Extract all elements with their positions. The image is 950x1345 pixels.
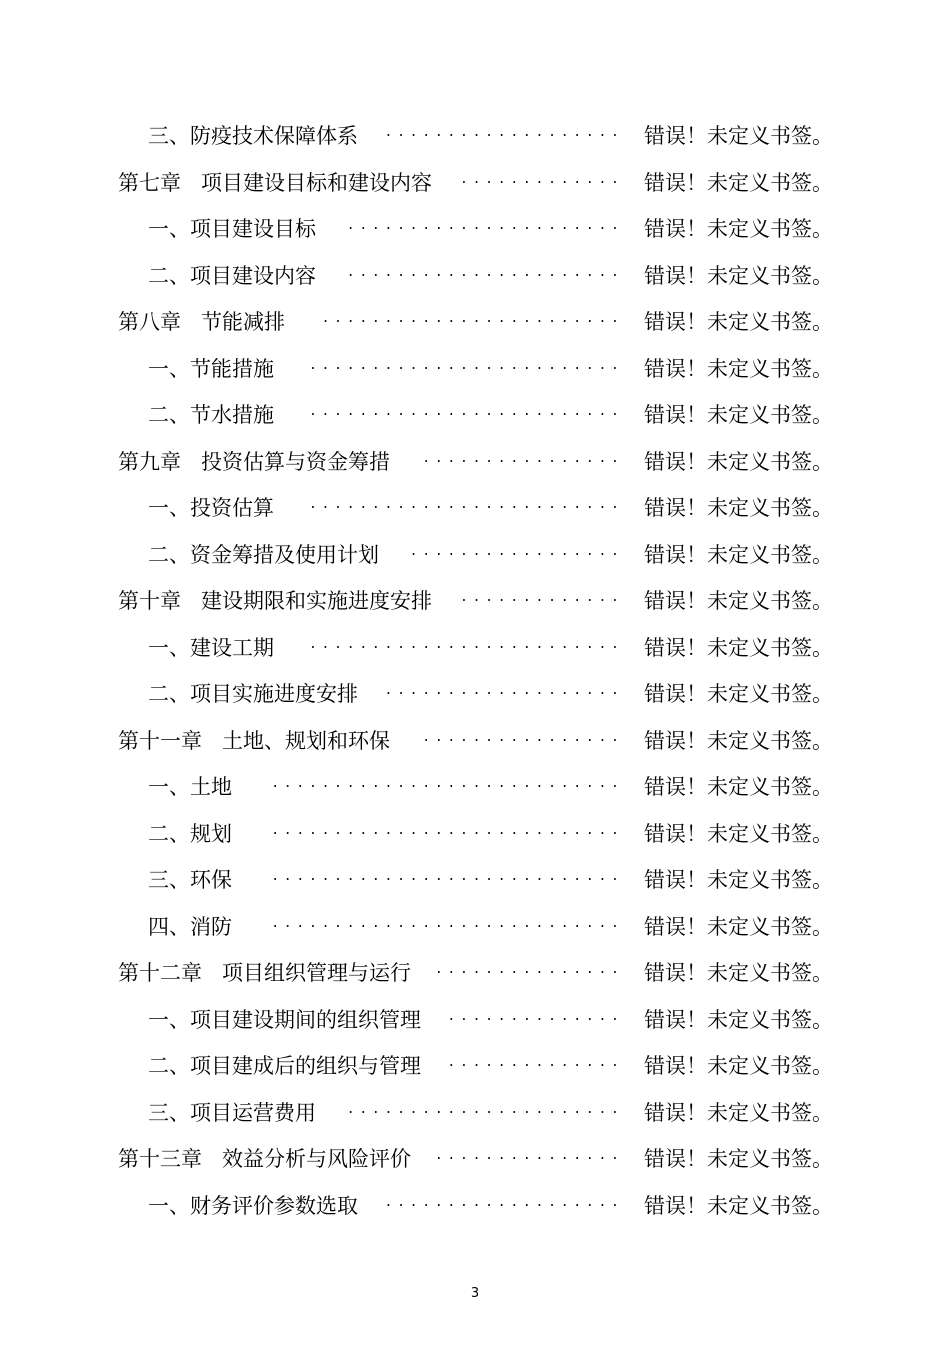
toc-dot-leader: ··················· <box>385 125 625 145</box>
toc-entry-title <box>118 1143 411 1173</box>
toc-entry-text: 建设期限和实施进度安排 <box>201 589 432 614</box>
toc-section-entry[interactable] <box>0 1182 950 1229</box>
toc-dot-leader: ························ <box>322 311 625 331</box>
toc-page-reference: 错误！未定义书签。 <box>644 961 833 986</box>
toc-entry-number: 一、 <box>148 356 190 381</box>
toc-entry-number: 三、 <box>148 1100 190 1125</box>
toc-page-reference: 错误！未定义书签。 <box>644 635 833 660</box>
toc-section-entry[interactable] <box>0 763 950 810</box>
toc-dot-leader: ···························· <box>272 776 625 796</box>
toc-entry-number: 第七章 <box>118 170 181 195</box>
toc-entry-text: 建设工期 <box>190 635 274 660</box>
toc-dot-leader: ··················· <box>385 683 625 703</box>
toc-entry-text: 节能减排 <box>201 310 285 335</box>
toc-entry-number: 一、 <box>148 1193 190 1218</box>
toc-chapter-entry[interactable] <box>0 298 950 345</box>
toc-entry-title <box>148 771 232 801</box>
toc-entry-title <box>118 306 285 336</box>
toc-section-entry[interactable] <box>0 484 950 531</box>
toc-page-reference: 错误！未定义书签。 <box>644 1100 833 1125</box>
toc-entry-title <box>148 1190 358 1220</box>
toc-dot-leader: ························· <box>310 358 625 378</box>
toc-entry-number: 第九章 <box>118 449 181 474</box>
toc-entry-number: 第十章 <box>118 589 181 614</box>
toc-page-reference: 错误！未定义书签。 <box>644 1054 833 1079</box>
toc-entry-title <box>148 864 232 894</box>
toc-entry-number: 三、 <box>148 124 190 149</box>
toc-entry-title <box>148 911 232 941</box>
toc-entry-title <box>148 1004 421 1034</box>
toc-dot-leader: ················ <box>423 451 625 471</box>
toc-chapter-entry[interactable] <box>0 1135 950 1182</box>
toc-chapter-entry[interactable] <box>0 717 950 764</box>
toc-dot-leader: ··················· <box>385 1195 625 1215</box>
toc-dot-leader: ···························· <box>272 916 625 936</box>
toc-section-entry[interactable] <box>0 252 950 299</box>
toc-entry-number: 一、 <box>148 496 190 521</box>
toc-entry-text: 项目建成后的组织与管理 <box>190 1054 421 1079</box>
toc-page-reference: 错误！未定义书签。 <box>644 821 833 846</box>
toc-entry-title <box>148 539 379 569</box>
toc-chapter-entry[interactable] <box>0 438 950 485</box>
toc-entry-text: 财务评价参数选取 <box>190 1193 358 1218</box>
toc-entry-text: 项目建设目标 <box>190 217 316 242</box>
toc-page-reference: 错误！未定义书签。 <box>644 263 833 288</box>
toc-section-entry[interactable] <box>0 1089 950 1136</box>
toc-entry-title <box>148 120 358 150</box>
toc-chapter-entry[interactable] <box>0 159 950 206</box>
toc-entry-number: 三、 <box>148 868 190 893</box>
toc-section-entry[interactable] <box>0 112 950 159</box>
toc-entry-number: 一、 <box>148 775 190 800</box>
toc-dot-leader: ······················ <box>348 1102 625 1122</box>
toc-entry-text: 项目建设目标和建设内容 <box>201 170 432 195</box>
toc-entry-title <box>148 260 316 290</box>
toc-dot-leader: ···························· <box>272 869 625 889</box>
toc-entry-title <box>148 399 274 429</box>
toc-page-reference: 错误！未定义书签。 <box>644 682 833 707</box>
toc-section-entry[interactable] <box>0 903 950 950</box>
toc-entry-number: 一、 <box>148 217 190 242</box>
toc-section-entry[interactable] <box>0 391 950 438</box>
toc-page-reference: 错误！未定义书签。 <box>644 449 833 474</box>
toc-page-reference: 错误！未定义书签。 <box>644 170 833 195</box>
toc-entry-title <box>148 353 274 383</box>
toc-entry-number: 二、 <box>148 542 190 567</box>
toc-chapter-entry[interactable] <box>0 577 950 624</box>
toc-entry-text: 土地、规划和环保 <box>222 728 390 753</box>
toc-dot-leader: ················ <box>423 730 625 750</box>
table-of-contents <box>0 112 950 1228</box>
toc-page-reference: 错误！未定义书签。 <box>644 589 833 614</box>
toc-entry-title <box>148 818 232 848</box>
toc-dot-leader: ·············· <box>448 1055 625 1075</box>
toc-entry-text: 项目运营费用 <box>190 1100 316 1125</box>
toc-entry-text: 环保 <box>190 868 232 893</box>
page-number: 3 <box>470 1286 480 1301</box>
toc-entry-text: 规划 <box>190 821 232 846</box>
toc-entry-text: 项目建设内容 <box>190 263 316 288</box>
toc-dot-leader: ······················ <box>348 218 625 238</box>
toc-page-reference: 错误！未定义书签。 <box>644 542 833 567</box>
toc-entry-title <box>148 213 316 243</box>
toc-page-reference: 错误！未定义书签。 <box>644 1007 833 1032</box>
toc-dot-leader: ············· <box>461 590 625 610</box>
toc-entry-text: 土地 <box>190 775 232 800</box>
toc-entry-title <box>148 492 274 522</box>
toc-entry-text: 项目组织管理与运行 <box>222 961 411 986</box>
toc-entry-number: 二、 <box>148 263 190 288</box>
toc-section-entry[interactable] <box>0 810 950 857</box>
toc-entry-title <box>118 446 390 476</box>
toc-entry-text: 防疫技术保障体系 <box>190 124 358 149</box>
toc-entry-number: 二、 <box>148 1054 190 1079</box>
toc-section-entry[interactable] <box>0 996 950 1043</box>
toc-dot-leader: ························· <box>310 497 625 517</box>
toc-entry-title <box>118 585 432 615</box>
toc-entry-text: 项目实施进度安排 <box>190 682 358 707</box>
toc-chapter-entry[interactable] <box>0 949 950 996</box>
toc-page-reference: 错误！未定义书签。 <box>644 217 833 242</box>
toc-page-reference: 错误！未定义书签。 <box>644 124 833 149</box>
toc-page-reference: 错误！未定义书签。 <box>644 1193 833 1218</box>
toc-section-entry[interactable] <box>0 205 950 252</box>
toc-section-entry[interactable] <box>0 670 950 717</box>
toc-entry-number: 第十三章 <box>118 1147 202 1172</box>
toc-entry-number: 一、 <box>148 635 190 660</box>
toc-page-reference: 错误！未定义书签。 <box>644 1147 833 1172</box>
toc-entry-text: 消防 <box>190 914 232 939</box>
toc-section-entry[interactable] <box>0 624 950 671</box>
toc-entry-title <box>118 957 411 987</box>
toc-entry-title <box>118 725 390 755</box>
toc-dot-leader: ··············· <box>436 962 625 982</box>
toc-dot-leader: ···························· <box>272 823 625 843</box>
toc-dot-leader: ············· <box>461 172 625 192</box>
toc-entry-title <box>148 1050 421 1080</box>
toc-page-reference: 错误！未定义书签。 <box>644 728 833 753</box>
toc-page-reference: 错误！未定义书签。 <box>644 310 833 335</box>
toc-entry-number: 二、 <box>148 403 190 428</box>
toc-entry-title <box>148 1097 316 1127</box>
toc-entry-title <box>148 632 274 662</box>
toc-page-reference: 错误！未定义书签。 <box>644 868 833 893</box>
toc-entry-title <box>118 167 432 197</box>
toc-entry-number: 四、 <box>148 914 190 939</box>
toc-dot-leader: ······················ <box>348 265 625 285</box>
toc-entry-text: 项目建设期间的组织管理 <box>190 1007 421 1032</box>
toc-dot-leader: ························· <box>310 637 625 657</box>
toc-page-reference: 错误！未定义书签。 <box>644 496 833 521</box>
toc-entry-text: 效益分析与风险评价 <box>222 1147 411 1172</box>
toc-page-reference: 错误！未定义书签。 <box>644 356 833 381</box>
toc-page-reference: 错误！未定义书签。 <box>644 775 833 800</box>
toc-entry-number: 一、 <box>148 1007 190 1032</box>
toc-dot-leader: ·············· <box>448 1009 625 1029</box>
toc-section-entry[interactable] <box>0 856 950 903</box>
toc-section-entry[interactable] <box>0 1042 950 1089</box>
toc-page-reference: 错误！未定义书签。 <box>644 403 833 428</box>
toc-dot-leader: ························· <box>310 404 625 424</box>
toc-page-reference: 错误！未定义书签。 <box>644 914 833 939</box>
toc-entry-text: 资金筹措及使用计划 <box>190 542 379 567</box>
toc-entry-number: 二、 <box>148 682 190 707</box>
toc-entry-number: 第十二章 <box>118 961 202 986</box>
toc-entry-text: 节水措施 <box>190 403 274 428</box>
toc-entry-number: 第八章 <box>118 310 181 335</box>
toc-entry-number: 第十一章 <box>118 728 202 753</box>
toc-dot-leader: ··············· <box>436 1148 625 1168</box>
toc-entry-title <box>148 678 358 708</box>
toc-entry-text: 节能措施 <box>190 356 274 381</box>
toc-section-entry[interactable] <box>0 345 950 392</box>
toc-entry-number: 二、 <box>148 821 190 846</box>
toc-entry-text: 投资估算与资金筹措 <box>201 449 390 474</box>
toc-dot-leader: ················· <box>411 544 625 564</box>
toc-section-entry[interactable] <box>0 531 950 578</box>
toc-entry-text: 投资估算 <box>190 496 274 521</box>
